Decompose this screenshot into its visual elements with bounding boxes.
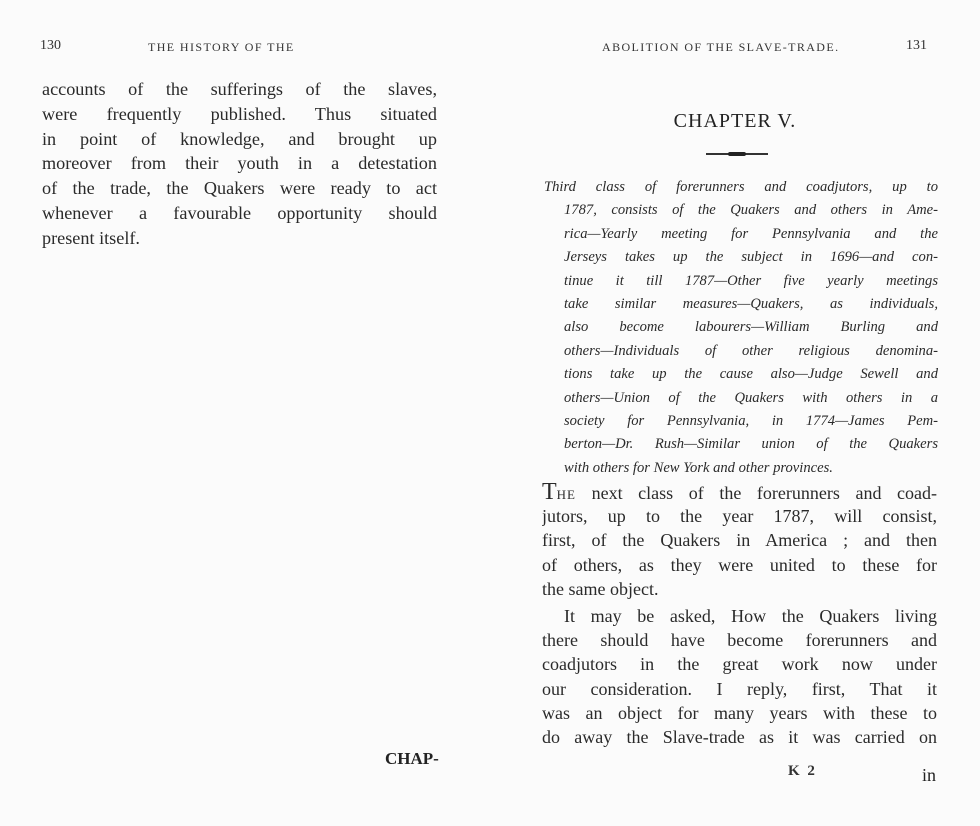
right-body-text — [542, 480, 937, 749]
summary-line: berton—Dr. Rush—Similar union of the Quakers — [564, 436, 938, 453]
ornament-rule — [706, 153, 768, 155]
right-page — [490, 0, 980, 826]
chapter-summary — [544, 176, 938, 480]
summary-line: others—Union of the Quakers with others in a — [564, 389, 938, 406]
text-line: present itself. — [42, 227, 140, 248]
chapter-title: CHAPTER V. — [673, 110, 797, 132]
left-body-text — [42, 77, 437, 251]
text-line: the same object. — [542, 578, 659, 599]
page-number-left: 130 — [40, 38, 61, 53]
page-number-right: 131 — [906, 38, 927, 53]
summary-line: tinue it till 1787—Other five yearly meetings — [564, 272, 938, 289]
text-line: were frequently published. Thus situated — [42, 103, 437, 124]
paragraph-first-line — [542, 480, 937, 504]
text-line: moreover from their youth in a detestation — [42, 153, 437, 174]
text-line: jutors, up to the year 1787, will consist, — [542, 506, 937, 527]
small-caps: HE — [556, 487, 577, 502]
text-line: our consideration. I reply, first, That it — [542, 678, 937, 699]
text-line: coadjutors in the great work now under — [542, 654, 937, 675]
drop-cap: T — [542, 480, 557, 505]
running-head-left: THE HISTORY OF THE — [148, 40, 295, 54]
text-line: first, of the Quakers in America ; and then — [542, 530, 937, 551]
summary-line: with others for New York and other provinces. — [564, 459, 833, 476]
summary-line: also become labourers—William Burling and — [564, 319, 938, 336]
text-line: accounts of the sufferings of the slaves, — [42, 79, 437, 99]
catchword-left: CHAP- — [385, 749, 439, 768]
summary-line: society for Pennsylvania, in 1774—James Pem- — [564, 412, 938, 429]
summary-line: Jerseys takes up the subject in 1696—and con- — [564, 249, 938, 266]
text-line: do away the Slave-trade as it was carried on — [542, 726, 937, 747]
summary-line: take similar measures—Quakers, as individuals, — [564, 295, 938, 312]
running-head-right: ABOLITION OF THE SLAVE-TRADE. — [602, 40, 840, 54]
text-fragment: next class of the forerunners and coad- — [591, 483, 937, 503]
summary-line: rica—Yearly meeting for Pennsylvania and the — [564, 225, 938, 242]
summary-line: 1787, consists of the Quakers and others in Ame- — [564, 202, 938, 219]
catchword-right: in — [921, 765, 936, 785]
signature-mark: K 2 — [788, 763, 817, 779]
summary-line: Third class of forerunners and coadjutors, up to — [544, 179, 938, 195]
text-line: whenever a favourable opportunity should — [42, 202, 437, 223]
text-line: It may be asked, How the Quakers living — [564, 605, 937, 626]
summary-line: others—Individuals of other religious denomina- — [564, 342, 938, 359]
text-line: in point of knowledge, and brought up — [42, 128, 437, 149]
text-line: there should have become forerunners and — [542, 630, 937, 651]
text-line: of the trade, the Quakers were ready to act — [42, 178, 437, 199]
text-line: of others, as they were united to these for — [542, 554, 937, 575]
text-line: was an object for many years with these to — [542, 702, 937, 723]
summary-line: tions take up the cause also—Judge Sewell and — [564, 366, 938, 383]
